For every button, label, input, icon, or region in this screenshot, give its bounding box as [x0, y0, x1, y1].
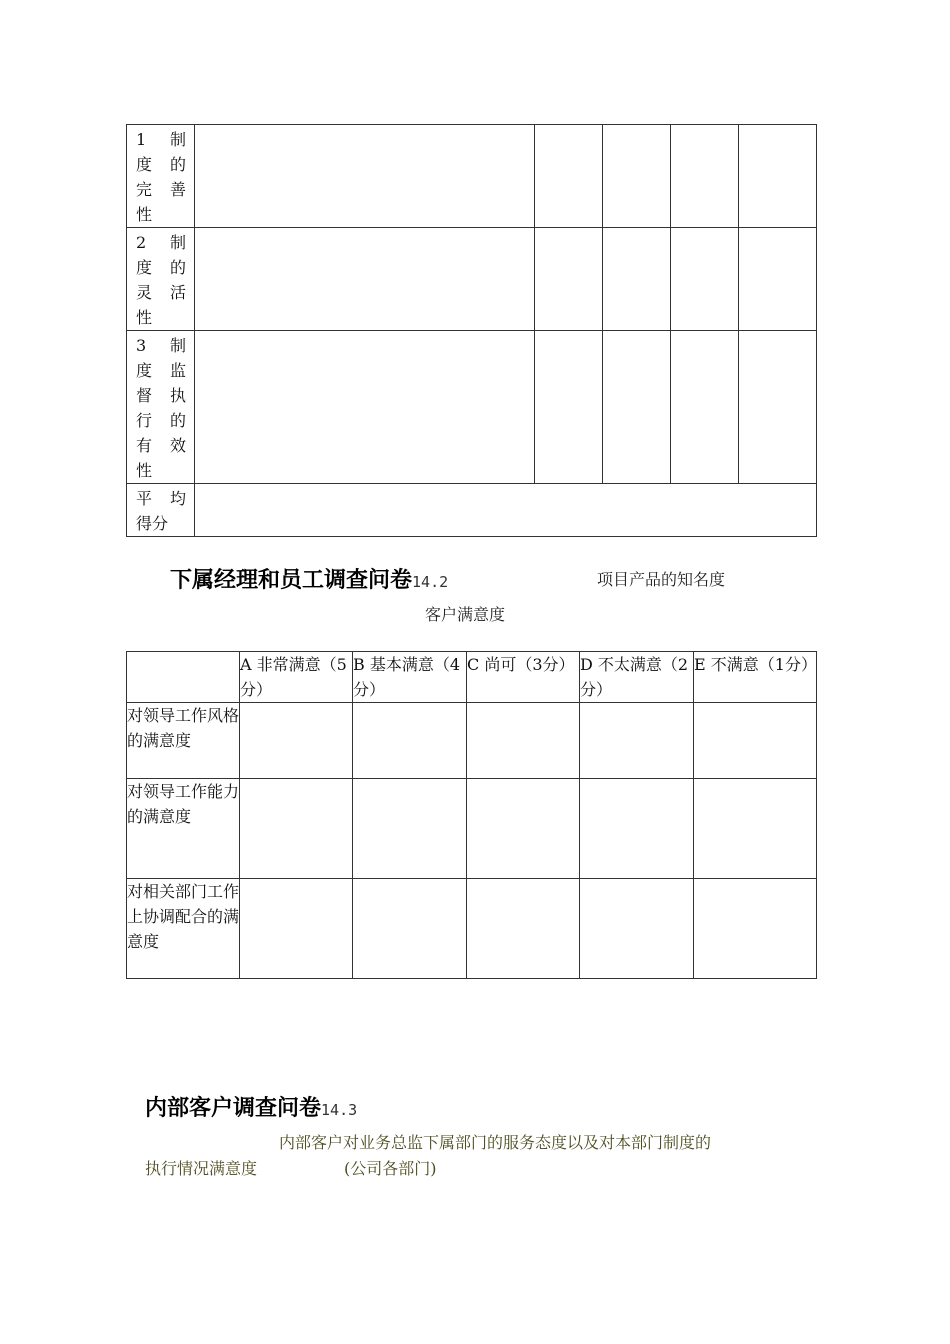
row-label-cell [127, 228, 195, 331]
rating-cell[interactable] [353, 703, 467, 779]
rating-cell[interactable] [694, 703, 817, 779]
rating-cell[interactable] [240, 879, 353, 979]
header-option-a: A 非常满意（5分） [240, 652, 353, 703]
rating-cell[interactable] [353, 879, 467, 979]
row-label-line: 性 [136, 205, 153, 224]
average-row [127, 484, 817, 537]
section-title [170, 563, 448, 594]
table-row [127, 125, 817, 228]
rating-cell[interactable] [240, 779, 353, 879]
score-cell[interactable] [535, 125, 603, 228]
input-cell[interactable] [195, 228, 535, 331]
row-label-cell: 对相关部门工作上协调配合的满意度 [127, 879, 240, 979]
section-number: 14.3 [321, 1101, 358, 1119]
header-option-c: C 尚可（3分） [467, 652, 580, 703]
score-cell[interactable] [535, 331, 603, 484]
input-cell[interactable] [195, 331, 535, 484]
row-label-line: 灵 活 [136, 283, 186, 302]
rating-cell[interactable] [467, 779, 580, 879]
score-cell[interactable] [739, 228, 817, 331]
evaluation-table [126, 124, 817, 537]
average-label-cell [127, 484, 195, 537]
row-label-line: 3 制 [136, 336, 186, 355]
satisfaction-table [126, 651, 817, 979]
score-cell[interactable] [603, 125, 671, 228]
section-title [145, 1091, 357, 1122]
row-label-line: 完 善 [136, 180, 186, 199]
table-row [127, 228, 817, 331]
table-row [127, 703, 817, 779]
average-label-line: 得分 [136, 514, 169, 533]
header-option-b: B 基本满意（4分） [353, 652, 467, 703]
section-description-line: 内部客户对业务总监下属部门的服务态度以及对本部门制度的 [279, 1133, 712, 1152]
section-side-text: 项目产品的知名度 [597, 570, 726, 589]
row-label-line: 度 监 [136, 361, 186, 380]
row-label-line: 度 的 [136, 258, 186, 277]
row-label-line: 行 的 [136, 411, 186, 430]
row-label-cell [127, 125, 195, 228]
score-cell[interactable] [603, 331, 671, 484]
rating-cell[interactable] [694, 779, 817, 879]
header-option-d: D 不太满意（2分） [580, 652, 694, 703]
rating-cell[interactable] [353, 779, 467, 879]
rating-cell[interactable] [240, 703, 353, 779]
row-label-line: 度 的 [136, 155, 186, 174]
rating-cell[interactable] [580, 779, 694, 879]
average-label-line: 平 均 [136, 489, 186, 508]
row-label-line: 性 [136, 461, 153, 480]
rating-cell[interactable] [580, 879, 694, 979]
score-cell[interactable] [671, 228, 739, 331]
score-cell[interactable] [535, 228, 603, 331]
table-row [127, 779, 817, 879]
section-description-paren: (公司各部门) [344, 1159, 437, 1178]
row-label-line: 1 制 [136, 130, 186, 149]
row-label-line: 2 制 [136, 233, 186, 252]
rating-cell[interactable] [467, 703, 580, 779]
row-label-cell: 对领导工作风格的满意度 [127, 703, 240, 779]
section-title-text: 下属经理和员工调查问卷 [170, 568, 413, 593]
section-subtitle: 客户满意度 [425, 605, 506, 624]
row-label-cell [127, 331, 195, 484]
row-label-line: 有 效 [136, 436, 186, 455]
table-row [127, 331, 817, 484]
row-label-cell: 对领导工作能力的满意度 [127, 779, 240, 879]
rating-cell[interactable] [467, 879, 580, 979]
score-cell[interactable] [739, 125, 817, 228]
score-cell[interactable] [603, 228, 671, 331]
row-label-line: 性 [136, 308, 153, 327]
rating-cell[interactable] [580, 703, 694, 779]
section-number: 14.2 [412, 573, 449, 591]
header-option-e: E 不满意（1分） [694, 652, 817, 703]
score-cell[interactable] [739, 331, 817, 484]
score-cell[interactable] [671, 125, 739, 228]
score-cell[interactable] [671, 331, 739, 484]
table-row [127, 879, 817, 979]
header-row [127, 652, 817, 703]
rating-cell[interactable] [694, 879, 817, 979]
row-label-line: 督 执 [136, 386, 186, 405]
header-corner-cell [127, 652, 240, 703]
section-description-line: 执行情况满意度 [145, 1159, 258, 1178]
section-title-text: 内部客户调查问卷 [145, 1096, 322, 1121]
average-score-cell[interactable] [195, 484, 817, 537]
input-cell[interactable] [195, 125, 535, 228]
